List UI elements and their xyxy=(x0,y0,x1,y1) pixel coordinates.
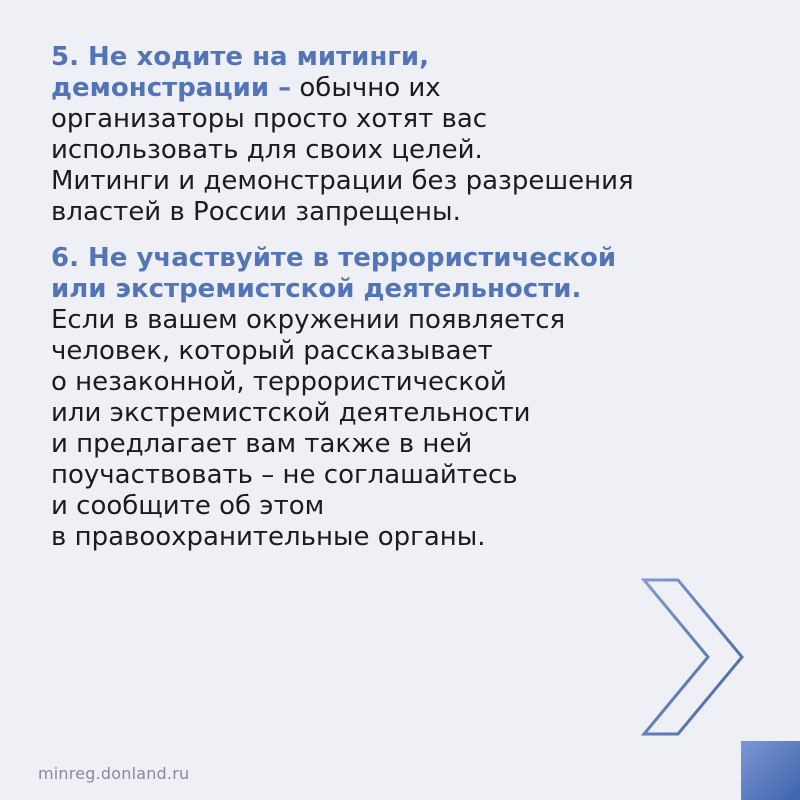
item-6-heading-line-1: 6. Не участвуйте в террористической xyxy=(51,243,617,273)
item-5-heading-line-1: 5. Не ходите на митинги, xyxy=(51,42,430,72)
item-6-body-line: Если в вашем окружении появляется xyxy=(51,305,566,335)
corner-accent-square xyxy=(741,741,800,800)
footer-site-url: minreg.donland.ru xyxy=(38,764,190,783)
item-6-body-line: поучаствовать – не соглашайтесь xyxy=(51,460,518,490)
item-5-body-line: Митинги и демонстрации без разрешения xyxy=(51,166,634,196)
item-5-body-line: организаторы просто хотят вас xyxy=(51,104,488,134)
item-6-body-line: и предлагает вам также в ней xyxy=(51,429,473,459)
item-5-body-start: обычно их xyxy=(291,73,441,103)
item-5-body-line: властей в России запрещены. xyxy=(51,197,461,227)
item-6 xyxy=(51,243,771,553)
chevron-right-icon xyxy=(640,576,746,738)
item-5-heading-line-2 xyxy=(51,73,771,104)
item-5-body-line: использовать для своих целей. xyxy=(51,135,483,165)
item-6-body-line: и сообщите об этом xyxy=(51,491,325,521)
item-6-heading-line-2: или экстремистской деятельности. xyxy=(51,274,582,304)
item-5-heading-line-2-text: демонстрации – xyxy=(51,73,292,103)
main-content xyxy=(51,42,771,553)
item-6-body-line: человек, который рассказывает xyxy=(51,336,493,366)
item-6-body-line: в правоохранительные органы. xyxy=(51,522,486,552)
item-5 xyxy=(51,42,771,228)
item-6-body-line: или экстремистской деятельности xyxy=(51,398,531,428)
item-6-body-line: о незаконной, террористической xyxy=(51,367,507,397)
